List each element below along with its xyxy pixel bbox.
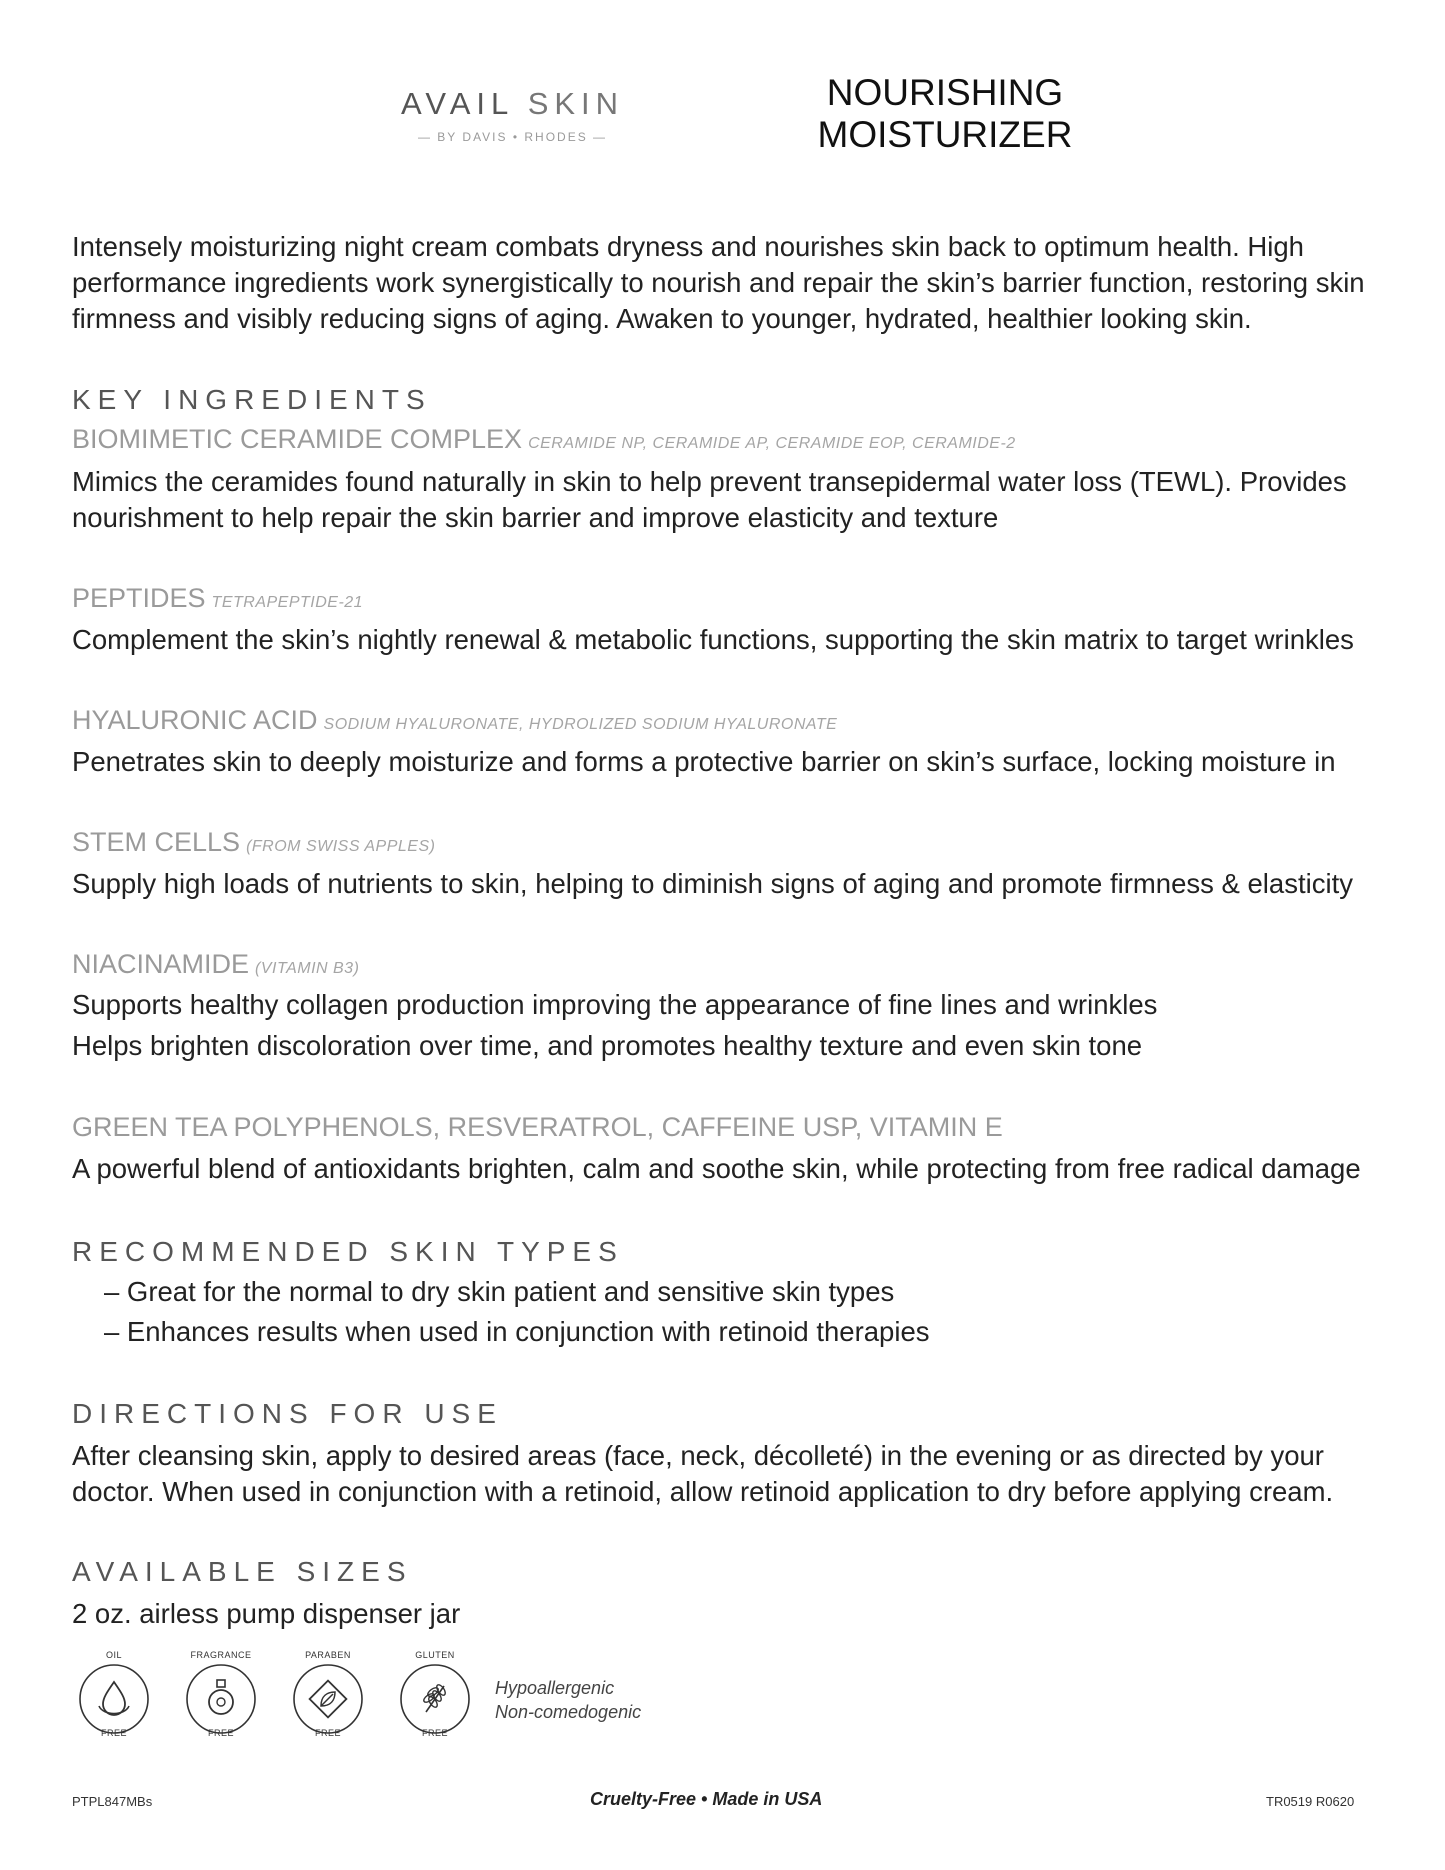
- brand-tagline: — BY DAVIS • RHODES —: [417, 130, 608, 144]
- badge-label-top: FRAGRANCE: [190, 1650, 252, 1660]
- skin-type-bullet: – Enhances results when used in conjunction with retinoid therapies: [104, 1316, 930, 1347]
- ingredient-description: Supply high loads of nutrients to skin, helping to diminish signs of aging and promote firmness & elasticity: [72, 868, 1353, 899]
- ingredient-description: Supports healthy collagen production improving the appearance of fine lines and wrinkles: [72, 989, 1158, 1020]
- ingredient-name-text: PEPTIDES: [72, 583, 206, 613]
- oil-free-badge: [72, 1650, 156, 1750]
- ingredient-name-text: BIOMIMETIC CERAMIDE COMPLEX: [72, 424, 523, 454]
- gluten-free-badge: [393, 1650, 477, 1750]
- leaf-box-icon: [291, 1662, 365, 1736]
- fragrance-free-badge: [179, 1650, 263, 1750]
- footer-product-code: PTPL847MBs: [72, 1794, 153, 1809]
- ingredient-name: [72, 705, 837, 736]
- perfume-bottle-icon: [184, 1662, 258, 1736]
- badge-label-bottom: FREE: [207, 1728, 234, 1738]
- ingredient-name-text: GREEN TEA POLYPHENOLS, RESVERATROL, CAFFEINE USP, VITAMIN E: [72, 1112, 1003, 1142]
- sizes-heading: AVAILABLE SIZES: [72, 1556, 413, 1587]
- ingredient-subtext: TETRAPEPTIDE-21: [211, 594, 364, 611]
- badge-label-bottom: FREE: [100, 1728, 127, 1738]
- product-title-line2: MOISTURIZER: [817, 114, 1073, 155]
- badge-label-top: GLUTEN: [415, 1650, 455, 1660]
- badge-label-top: PARABEN: [305, 1650, 351, 1660]
- ingredient-name-text: NIACINAMIDE: [72, 949, 250, 979]
- directions-text: After cleansing skin, apply to desired areas (face, neck, décolleté) in the evening or as directed by your doctor. When used in conjunction with a retinoid, allow retinoid application to dry before applying cream.: [72, 1440, 1334, 1507]
- ingredient-description: Complement the skin’s nightly renewal & metabolic functions, supporting the skin matrix to target wrinkles: [72, 624, 1354, 655]
- brand-name-part2: SKIN: [527, 86, 625, 121]
- ingredient-description: Penetrates skin to deeply moisturize and forms a protective barrier on skin’s surface, locking moisture in: [72, 746, 1336, 777]
- ingredient-name-text: STEM CELLS: [72, 827, 241, 857]
- badge-label-top: OIL: [105, 1650, 122, 1660]
- ingredient-description: A powerful blend of antioxidants brighten, calm and soothe skin, while protecting from free radical damage: [72, 1153, 1361, 1184]
- skin-type-bullet: – Great for the normal to dry skin patient and sensitive skin types: [104, 1276, 895, 1307]
- claim-hypoallergenic: Hypoallergenic: [495, 1678, 615, 1698]
- brand-name-part1: AVAIL: [400, 86, 514, 121]
- badge-label-bottom: FREE: [314, 1728, 341, 1738]
- key-ingredients-heading: KEY INGREDIENTS: [72, 384, 432, 415]
- ingredient-name: [72, 827, 435, 858]
- ingredient-name: [72, 949, 359, 980]
- brand-name: [385, 86, 640, 122]
- ingredient-subtext: (FROM SWISS APPLES): [246, 838, 436, 855]
- footer-tagline: Cruelty-Free • Made in USA: [590, 1789, 823, 1809]
- skin-types-heading: RECOMMENDED SKIN TYPES: [72, 1236, 624, 1267]
- directions-heading: DIRECTIONS FOR USE: [72, 1398, 503, 1429]
- product-title: [800, 72, 1090, 156]
- ingredient-subtext: (VITAMIN B3): [255, 960, 360, 977]
- sizes-text: 2 oz. airless pump dispenser jar: [72, 1598, 461, 1629]
- brand-logo: [385, 86, 640, 144]
- claim-non-comedogenic: Non-comedogenic: [495, 1702, 642, 1722]
- ingredient-name-text: HYALURONIC ACID: [72, 705, 318, 735]
- paraben-free-badge: [286, 1650, 370, 1750]
- ingredient-description: Mimics the ceramides found naturally in skin to help prevent transepidermal water loss (TEWL). Provides nourishment to help repair the skin barrier and improve elasticity and texture: [72, 466, 1347, 533]
- ingredient-name: [72, 583, 363, 614]
- ingredient-subtext: CERAMIDE NP, CERAMIDE AP, CERAMIDE EOP, CERAMIDE-2: [528, 435, 1016, 452]
- product-title-line1: NOURISHING: [826, 72, 1064, 113]
- ingredient-name: [72, 424, 1016, 455]
- footer-revision-code: TR0519 R0620: [1266, 1794, 1355, 1809]
- ingredient-name: [72, 1112, 1003, 1143]
- oil-drop-icon: [77, 1662, 151, 1736]
- product-claims: [495, 1676, 641, 1724]
- ingredient-description-line2: Helps brighten discoloration over time, and promotes healthy texture and even skin tone: [72, 1030, 1143, 1061]
- intro-paragraph: Intensely moisturizing night cream combats dryness and nourishes skin back to optimum health. High performance ingredients work synergistically to nourish and repair the skin’s barrier function, restoring skin firmness and visibly reducing signs of aging. Awaken to younger, hydrated, healthier looking skin.: [72, 231, 1365, 334]
- badge-label-bottom: FREE: [421, 1728, 448, 1738]
- ingredient-subtext: SODIUM HYALURONATE, HYDROLIZED SODIUM HYALURONATE: [323, 716, 838, 733]
- wheat-icon: [398, 1662, 472, 1736]
